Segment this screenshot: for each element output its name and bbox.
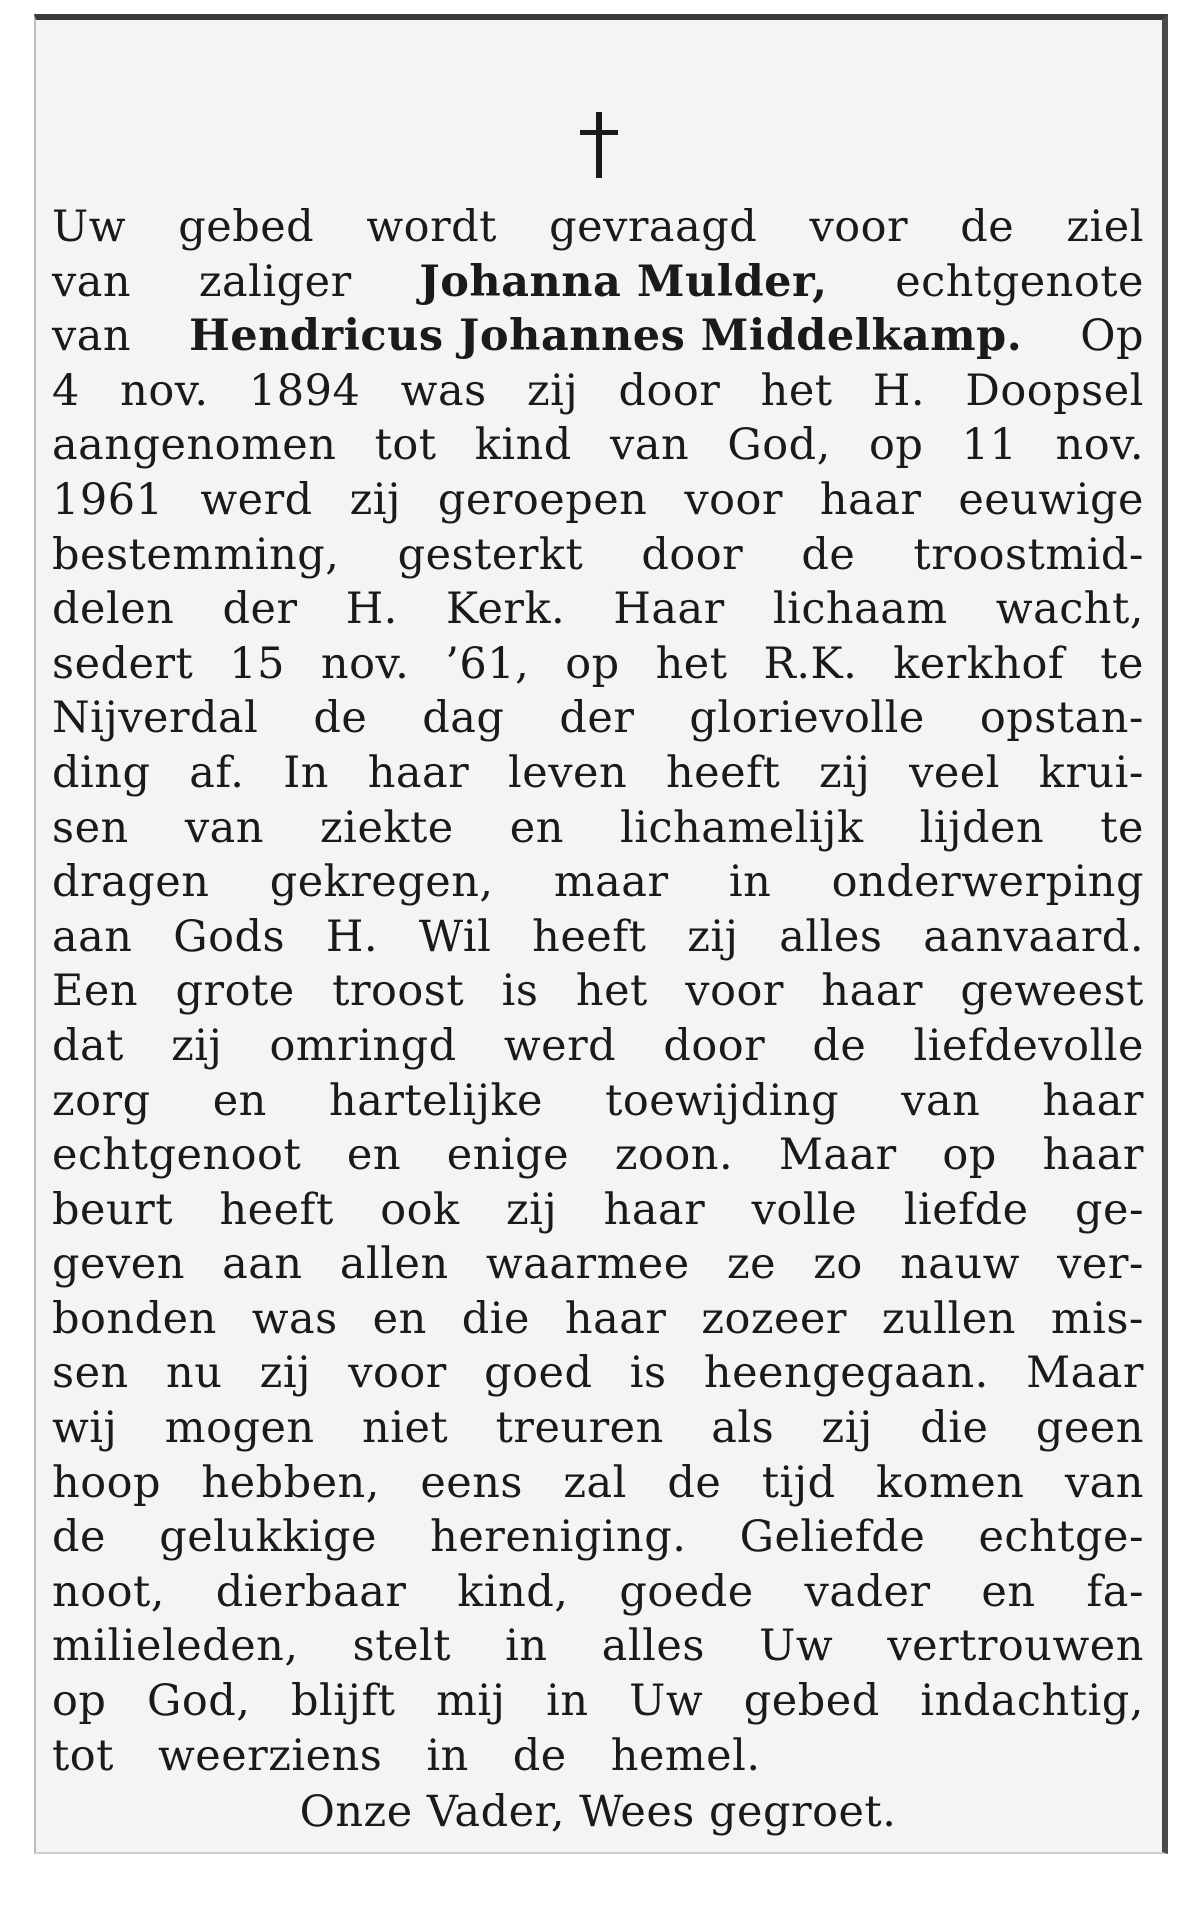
text-line <box>52 1401 1144 1456</box>
word: ’61, <box>445 638 530 689</box>
word: H. <box>872 365 926 416</box>
word: Maar <box>1026 1348 1144 1399</box>
word: wacht, <box>995 584 1144 635</box>
word: geweest <box>960 966 1144 1017</box>
word: haar <box>1042 1075 1144 1126</box>
word: dierbaar <box>215 1566 407 1617</box>
word: echtgenoot <box>52 1130 302 1181</box>
word: 1961 <box>52 474 164 525</box>
text-line <box>52 1510 1144 1565</box>
word: de <box>812 1020 867 1071</box>
word: ver- <box>1057 1239 1144 1290</box>
text-line <box>52 309 1144 364</box>
text-line <box>52 910 1144 965</box>
word: dragen <box>52 857 210 908</box>
word: vertrouwen <box>887 1621 1144 1672</box>
word: veel <box>909 747 1001 798</box>
word: geroepen <box>437 474 648 525</box>
word: voor <box>809 202 909 252</box>
word: nov. <box>1055 420 1144 471</box>
word: de <box>52 1512 106 1563</box>
word: aan <box>52 911 133 962</box>
word: mis- <box>1050 1293 1144 1344</box>
word: zoon. <box>614 1130 734 1181</box>
word: echtge- <box>978 1512 1144 1563</box>
word: R.K. <box>763 638 858 689</box>
word: en <box>509 802 564 853</box>
word: haar <box>603 1184 706 1235</box>
word: Op <box>1080 311 1144 362</box>
word: God, <box>147 1676 251 1727</box>
word: gesterkt <box>397 529 584 580</box>
word: leven <box>508 747 628 798</box>
word: de <box>512 1730 567 1781</box>
word: eens <box>420 1457 523 1508</box>
text-line <box>52 1729 1144 1784</box>
word: liefde <box>903 1184 1029 1235</box>
word: lijden <box>919 802 1045 853</box>
word: geen <box>1035 1403 1144 1454</box>
word: ook <box>380 1184 460 1235</box>
word: van <box>184 802 264 853</box>
word: H. <box>345 584 398 635</box>
word: wij <box>52 1403 118 1454</box>
text-line <box>52 1237 1144 1292</box>
word: mij <box>436 1676 506 1727</box>
word: als <box>711 1403 775 1454</box>
closing-prayer <box>52 1785 1144 1840</box>
word: was <box>400 365 487 416</box>
word: indachtig, <box>920 1676 1144 1727</box>
word: in <box>426 1730 469 1781</box>
word: weerziens <box>157 1730 383 1781</box>
word: gebed <box>178 202 315 252</box>
word: onderwerping <box>831 857 1144 908</box>
word: van <box>52 311 132 362</box>
word: in <box>505 1621 548 1672</box>
text-line <box>52 473 1144 528</box>
word: tijd <box>761 1457 836 1508</box>
word: hartelijke <box>329 1075 543 1126</box>
text-line <box>52 528 1144 583</box>
word: 15 <box>229 638 285 689</box>
word: 11 <box>961 420 1018 471</box>
word: der <box>559 693 635 744</box>
word: ding <box>52 747 151 798</box>
word: noot, <box>52 1566 165 1617</box>
word: te <box>1100 802 1144 853</box>
word: en <box>372 1293 427 1344</box>
word: haar <box>821 966 923 1017</box>
word: werd <box>200 474 313 525</box>
word: komen <box>876 1457 1025 1508</box>
name-text: Hendricus Johannes Middelkamp. <box>189 311 1023 362</box>
word: en <box>346 1130 402 1181</box>
word: zij <box>505 1184 558 1235</box>
word: alles <box>601 1621 705 1672</box>
word: zij <box>171 1020 223 1071</box>
word: heengegaan. <box>703 1348 989 1399</box>
word: H. <box>325 911 379 962</box>
word: zij <box>349 474 401 525</box>
word: goede <box>619 1566 754 1617</box>
text-line <box>52 1346 1144 1401</box>
word: zo <box>813 1239 863 1290</box>
word: de <box>667 1457 722 1508</box>
word: lichaam <box>772 584 948 635</box>
word: haar <box>819 474 922 525</box>
word: Haar <box>613 584 725 635</box>
word: gelukkige <box>159 1512 377 1563</box>
word: der <box>222 584 298 635</box>
word: 1894 <box>248 365 361 416</box>
word: zal <box>563 1457 627 1508</box>
word: van <box>1064 1457 1144 1508</box>
word: allen <box>339 1239 449 1290</box>
word: door <box>641 529 744 580</box>
word: nov. <box>320 638 410 689</box>
word: kind, <box>457 1566 569 1617</box>
word: zij <box>687 911 739 962</box>
word: is <box>501 966 539 1017</box>
word: aangenomen <box>52 420 337 471</box>
word: 4 <box>52 365 80 416</box>
word: troost <box>332 966 465 1017</box>
prayer-card-text <box>52 200 1144 1840</box>
word: tot <box>52 1730 114 1781</box>
word: gebed <box>743 1676 880 1727</box>
word: op <box>565 638 620 689</box>
word: aan <box>222 1239 303 1290</box>
text-line <box>52 1292 1144 1347</box>
text-line <box>52 1128 1144 1183</box>
word: in <box>546 1676 589 1727</box>
word: niet <box>362 1403 449 1454</box>
word: het <box>760 365 833 416</box>
word: nov. <box>120 365 209 416</box>
memorial-card-clipping <box>34 14 1168 1854</box>
word: de <box>801 529 856 580</box>
word: heeft <box>532 911 647 962</box>
word: opstan- <box>979 693 1144 744</box>
word: toewijding <box>605 1075 840 1126</box>
word: die <box>920 1403 989 1454</box>
word: troostmid- <box>913 529 1144 580</box>
word: Kerk. <box>446 584 566 635</box>
text-line <box>52 1674 1144 1729</box>
word: liefdevolle <box>913 1020 1144 1071</box>
word: werd <box>503 1020 617 1071</box>
word: ze <box>726 1239 777 1290</box>
text-line <box>52 637 1144 692</box>
word: delen <box>52 584 175 635</box>
word: zorg <box>52 1075 151 1126</box>
word: het <box>575 966 648 1017</box>
word: was <box>251 1293 338 1344</box>
name-text: Johanna Mulder, <box>419 256 828 307</box>
word: lichamelijk <box>620 802 864 853</box>
word: alles <box>779 911 883 962</box>
text-line <box>52 964 1144 1019</box>
word: Nijverdal <box>52 693 259 744</box>
closing-prayer-text: Onze Vader, Wees gegroet. <box>299 1787 897 1838</box>
word: haar <box>367 747 470 798</box>
word: gevraagd <box>549 202 758 252</box>
word: Doopsel <box>965 365 1144 416</box>
word: die <box>461 1293 530 1344</box>
word: op <box>942 1130 997 1181</box>
word: volle <box>751 1184 858 1235</box>
word: hoop <box>52 1457 161 1508</box>
word: Uw <box>759 1621 834 1672</box>
word: dat <box>52 1020 124 1071</box>
text-line <box>52 1565 1144 1620</box>
word: beurt <box>52 1184 174 1235</box>
word: en <box>981 1566 1036 1617</box>
word: waarmee <box>485 1239 690 1290</box>
word: ziekte <box>320 802 454 853</box>
word: grote <box>175 966 295 1017</box>
text-line <box>52 1456 1144 1511</box>
word: zij <box>819 747 871 798</box>
word: sen <box>52 1348 129 1399</box>
word: heeft <box>219 1184 334 1235</box>
word: tot <box>374 420 437 471</box>
word: en <box>212 1075 267 1126</box>
word: wordt <box>366 202 497 252</box>
word: Uw <box>629 1676 704 1727</box>
word: haar <box>564 1293 667 1344</box>
word: zij <box>259 1348 311 1399</box>
word: zij <box>526 365 579 416</box>
text-line <box>52 1183 1144 1238</box>
word: zullen <box>881 1293 1016 1344</box>
word: fa- <box>1086 1566 1144 1617</box>
word: af. <box>189 747 245 798</box>
word: kind <box>474 420 572 471</box>
word: mogen <box>164 1403 315 1454</box>
word: Gods <box>173 911 286 962</box>
word: enige <box>446 1130 570 1181</box>
word: kerkhof <box>893 638 1065 689</box>
word: eeuwige <box>958 474 1144 525</box>
word: voor <box>685 966 784 1017</box>
word: op <box>869 420 924 471</box>
word: stelt <box>352 1621 451 1672</box>
word: blijft <box>291 1676 396 1727</box>
text-line <box>52 691 1144 746</box>
word: de <box>960 202 1015 252</box>
text-line <box>52 746 1144 801</box>
word: van <box>52 256 132 307</box>
word: hemel. <box>610 1730 761 1781</box>
word: van <box>610 420 690 471</box>
word: haar <box>1042 1130 1144 1181</box>
word: heeft <box>665 747 781 798</box>
word: nu <box>166 1348 223 1399</box>
word: Geliefde <box>739 1512 926 1563</box>
text-line <box>52 200 1144 255</box>
justified-lines <box>52 200 1144 1783</box>
word: Wil <box>418 911 492 962</box>
word: glorievolle <box>689 693 925 744</box>
word: Maar <box>778 1130 897 1181</box>
word: Een <box>52 966 139 1017</box>
text-line <box>52 1619 1144 1674</box>
word: gekregen, <box>269 857 494 908</box>
word: treuren <box>495 1403 664 1454</box>
word: zozeer <box>701 1293 847 1344</box>
text-line <box>52 1019 1144 1074</box>
word: dag <box>422 693 505 744</box>
word: ziel <box>1066 202 1144 252</box>
word: sedert <box>52 638 194 689</box>
text-line <box>52 582 1144 637</box>
cross-icon <box>578 110 620 180</box>
word: geven <box>52 1239 185 1290</box>
word: nauw <box>900 1239 1020 1290</box>
word: maar <box>553 857 669 908</box>
word: door <box>663 1020 766 1071</box>
text-line <box>52 855 1144 910</box>
word: vader <box>804 1566 931 1617</box>
word: goed <box>484 1348 593 1399</box>
text-line <box>52 801 1144 856</box>
word: bestemming, <box>52 529 340 580</box>
word: van <box>901 1075 981 1126</box>
word: God, <box>727 420 831 471</box>
word: omringd <box>269 1020 457 1071</box>
word: door <box>618 365 721 416</box>
word: de <box>313 693 368 744</box>
word: echtgenote <box>895 256 1144 307</box>
word: In <box>283 747 329 798</box>
word: in <box>728 857 772 908</box>
word: ge- <box>1074 1184 1144 1235</box>
word: zaliger <box>198 256 352 307</box>
word: het <box>655 638 728 689</box>
word: hereniging. <box>430 1512 687 1563</box>
word: sen <box>52 802 129 853</box>
text-line <box>52 255 1144 310</box>
word: zij <box>821 1403 873 1454</box>
word: op <box>52 1676 107 1727</box>
word: bonden <box>52 1293 217 1344</box>
text-line <box>52 418 1144 473</box>
word: voor <box>348 1348 447 1399</box>
word: aanvaard. <box>923 911 1144 962</box>
word: is <box>629 1348 667 1399</box>
word: voor <box>684 474 783 525</box>
word: milieleden, <box>52 1621 299 1672</box>
text-line <box>52 1074 1144 1129</box>
word: hebben, <box>201 1457 380 1508</box>
word: krui- <box>1038 747 1144 798</box>
text-line <box>52 364 1144 419</box>
word: te <box>1100 638 1144 689</box>
word: Uw <box>52 202 127 252</box>
